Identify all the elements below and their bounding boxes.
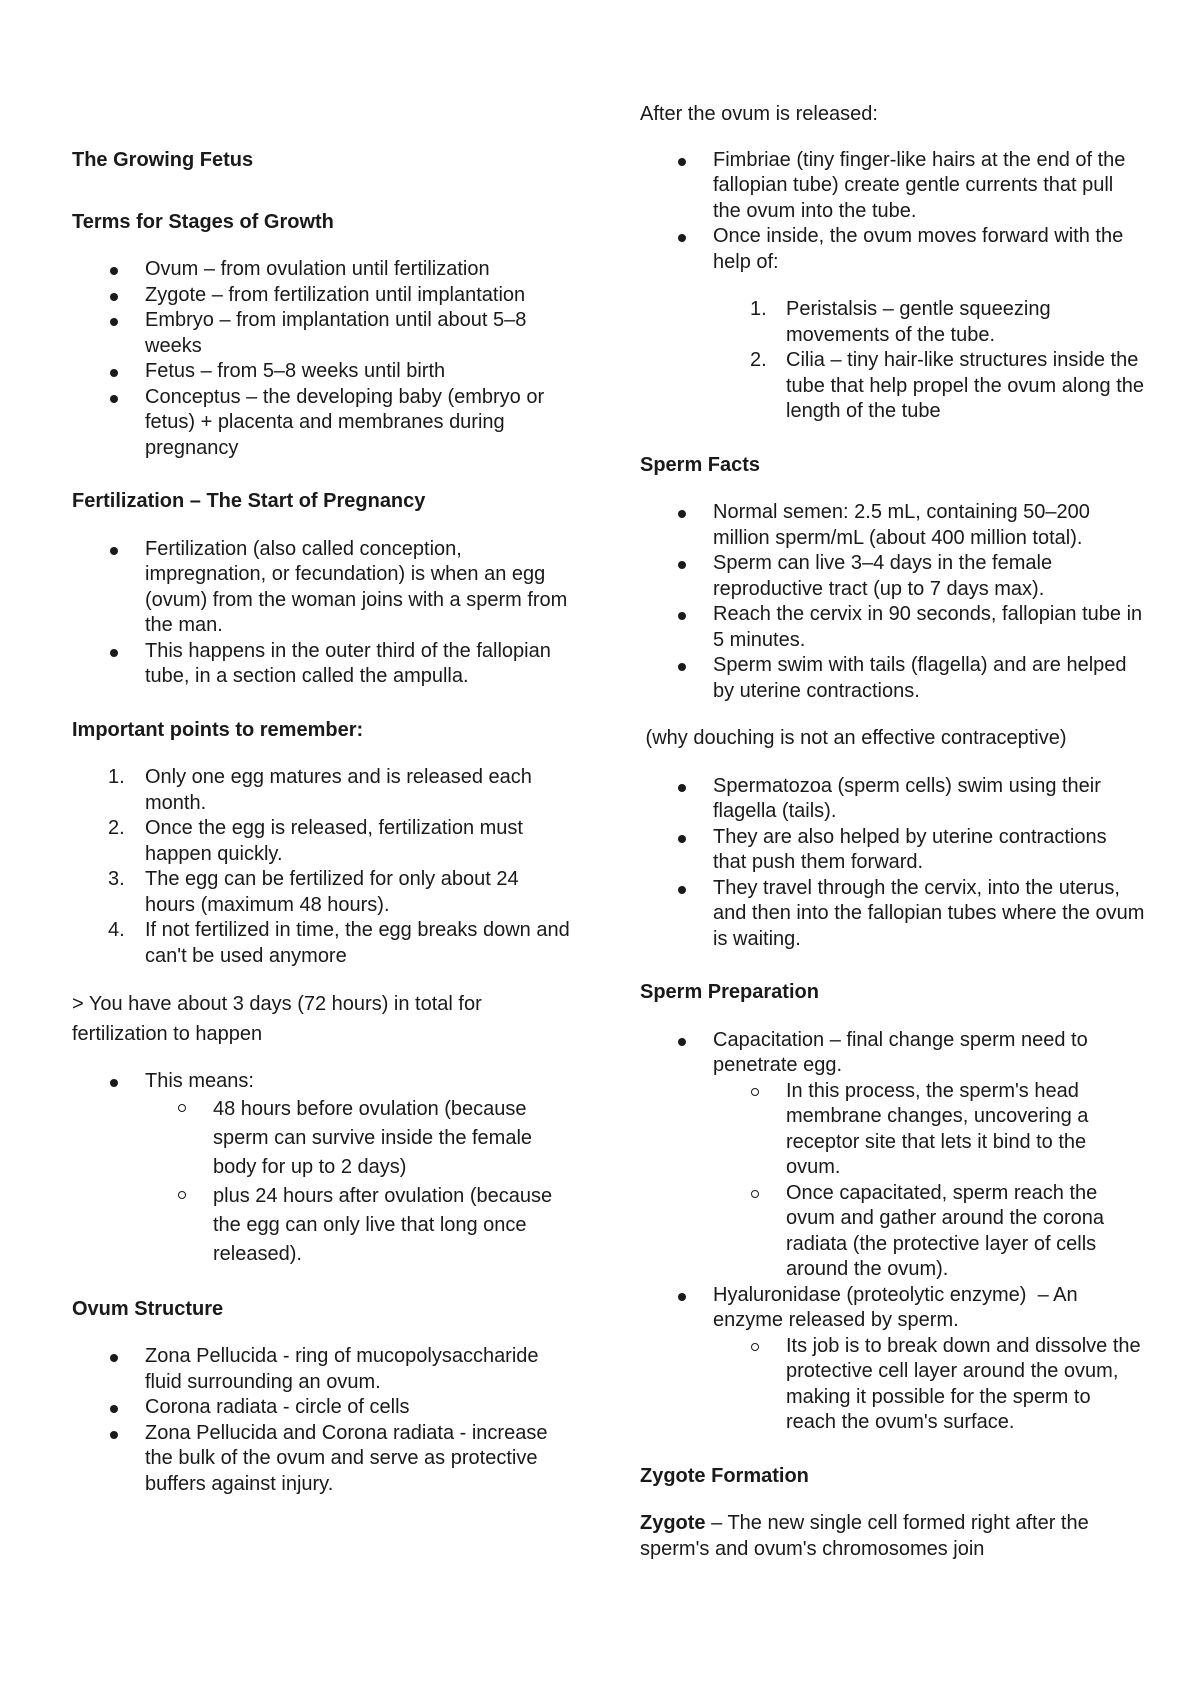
sub-list-item: 48 hours before ovulation (because sperm can survive inside the female body for up to 2 days) xyxy=(140,1095,572,1182)
sub-list-item: Once capacitated, sperm reach the ovum and gather around the corona radiata (the protective layer of cells around the ovum). xyxy=(713,1181,1145,1283)
list-text: The egg can be fertilized for only about 24 hours (maximum 48 hours). xyxy=(145,868,519,916)
list-item: Conceptus – the developing baby (embryo or fetus) + placenta and membranes during pregnancy xyxy=(72,385,572,462)
list-item: Fimbriae (tiny finger-like hairs at the end of the fallopian tube) create gentle currents that pull the ovum into the tube. xyxy=(640,148,1145,225)
hyaluronidase-sublist xyxy=(713,1334,1145,1436)
list-item: Normal semen: 2.5 mL, containing 50–200 million sperm/mL (about 400 million total). xyxy=(640,500,1145,551)
after-release-list xyxy=(640,148,1145,276)
right-column xyxy=(640,0,1145,1562)
douching-note: (why douching is not an effective contraceptive) xyxy=(640,727,1067,749)
after-release-intro: After the ovum is released: xyxy=(640,103,878,125)
list-number: 1. xyxy=(750,298,767,320)
list-text: Only one egg matures and is released each month. xyxy=(145,766,532,814)
list-item: Once inside, the ovum moves forward with the help of: xyxy=(640,224,1145,275)
list-item xyxy=(640,348,1145,425)
zygote-definition-text: – The new single cell formed right after the sperm's and ovum's chromosomes join xyxy=(640,1512,1089,1560)
zygote-term: Zygote xyxy=(640,1512,706,1534)
list-item: Zona Pellucida - ring of mucopolysaccharide fluid surrounding an ovum. xyxy=(72,1344,572,1395)
time-window-note: > You have about 3 days (72 hours) in total for fertilization to happen xyxy=(72,993,482,1045)
ovum-structure-list xyxy=(72,1344,572,1497)
list-item: Ovum – from ovulation until fertilization xyxy=(72,257,572,283)
sub-list-item: Its job is to break down and dissolve the protective cell layer around the ovum, making it possible for the sperm to reach the ovum's surface. xyxy=(713,1334,1145,1436)
list-item: Reach the cervix in 90 seconds, fallopian tube in 5 minutes. xyxy=(640,602,1145,653)
page-title: The Growing Fetus xyxy=(72,149,254,171)
list-item: Sperm swim with tails (flagella) and are helped by uterine contractions. xyxy=(640,653,1145,704)
fertilization-heading: Fertilization – The Start of Pregnancy xyxy=(72,490,426,512)
list-item: They are also helped by uterine contractions that push them forward. xyxy=(640,825,1145,876)
left-column xyxy=(72,0,572,1497)
stages-heading: Terms for Stages of Growth xyxy=(72,210,334,233)
tube-movement-steps xyxy=(640,297,1145,425)
list-number: 1. xyxy=(108,766,125,788)
important-heading: Important points to remember: xyxy=(72,718,364,741)
sperm-facts-heading: Sperm Facts xyxy=(640,453,761,476)
zygote-definition xyxy=(640,1511,1145,1562)
list-item xyxy=(640,1028,1145,1283)
sperm-movement-list xyxy=(640,774,1145,953)
zygote-heading: Zygote Formation xyxy=(640,1464,809,1487)
sperm-prep-list xyxy=(640,1028,1145,1436)
list-item xyxy=(72,765,572,816)
means-label: This means: xyxy=(145,1070,254,1092)
sub-list-item: In this process, the sperm's head membrane changes, uncovering a receptor site that lets it bind to the ovum. xyxy=(713,1079,1145,1181)
list-item xyxy=(640,297,1145,348)
list-item: They travel through the cervix, into the uterus, and then into the fallopian tubes where the ovum is waiting. xyxy=(640,876,1145,953)
list-item xyxy=(72,1069,572,1269)
ovum-structure-heading: Ovum Structure xyxy=(72,1297,224,1320)
list-item: Spermatozoa (sperm cells) swim using their flagella (tails). xyxy=(640,774,1145,825)
list-number: 4. xyxy=(108,919,125,941)
sperm-prep-heading: Sperm Preparation xyxy=(640,981,819,1003)
list-text: Once the egg is released, fertilization must happen quickly. xyxy=(145,817,523,865)
list-number: 2. xyxy=(108,817,125,839)
list-text: Peristalsis – gentle squeezing movements of the tube. xyxy=(786,298,1051,346)
list-item xyxy=(72,867,572,918)
capacitation-text: Capacitation – final change sperm need to penetrate egg. xyxy=(713,1028,1088,1076)
capacitation-sublist xyxy=(713,1079,1145,1283)
stages-list xyxy=(72,257,572,461)
list-text: Cilia – tiny hair-like structures inside the tube that help propel the ovum along the length of the tube xyxy=(786,349,1145,422)
list-number: 2. xyxy=(750,349,767,371)
means-sublist xyxy=(140,1095,572,1269)
hyaluronidase-text: Hyaluronidase (proteolytic enzyme) – An enzyme released by sperm. xyxy=(713,1283,1084,1331)
list-item: Embryo – from implantation until about 5–8 weeks xyxy=(72,308,572,359)
list-item: Sperm can live 3–4 days in the female reproductive tract (up to 7 days max). xyxy=(640,551,1145,602)
list-text: If not fertilized in time, the egg breaks down and can't be used anymore xyxy=(145,919,570,967)
means-list xyxy=(72,1069,572,1269)
list-number: 3. xyxy=(108,868,125,890)
list-item xyxy=(72,816,572,867)
important-list xyxy=(72,765,572,969)
list-item: Fetus – from 5–8 weeks until birth xyxy=(72,359,572,385)
list-item: Zygote – from fertilization until implantation xyxy=(72,283,572,309)
list-item: Zona Pellucida and Corona radiata - increase the bulk of the ovum and serve as protective buffers against injury. xyxy=(72,1421,572,1498)
list-item: Corona radiata - circle of cells xyxy=(72,1395,572,1421)
sperm-facts-list xyxy=(640,500,1145,704)
sub-list-item: plus 24 hours after ovulation (because the egg can only live that long once released). xyxy=(140,1182,572,1269)
list-item xyxy=(640,1283,1145,1436)
list-item: This happens in the outer third of the fallopian tube, in a section called the ampulla. xyxy=(72,639,572,690)
list-item: Fertilization (also called conception, impregnation, or fecundation) is when an egg (ovum) from the woman joins with a sperm from the man. xyxy=(72,537,572,639)
list-item xyxy=(72,918,572,969)
fertilization-list xyxy=(72,537,572,690)
